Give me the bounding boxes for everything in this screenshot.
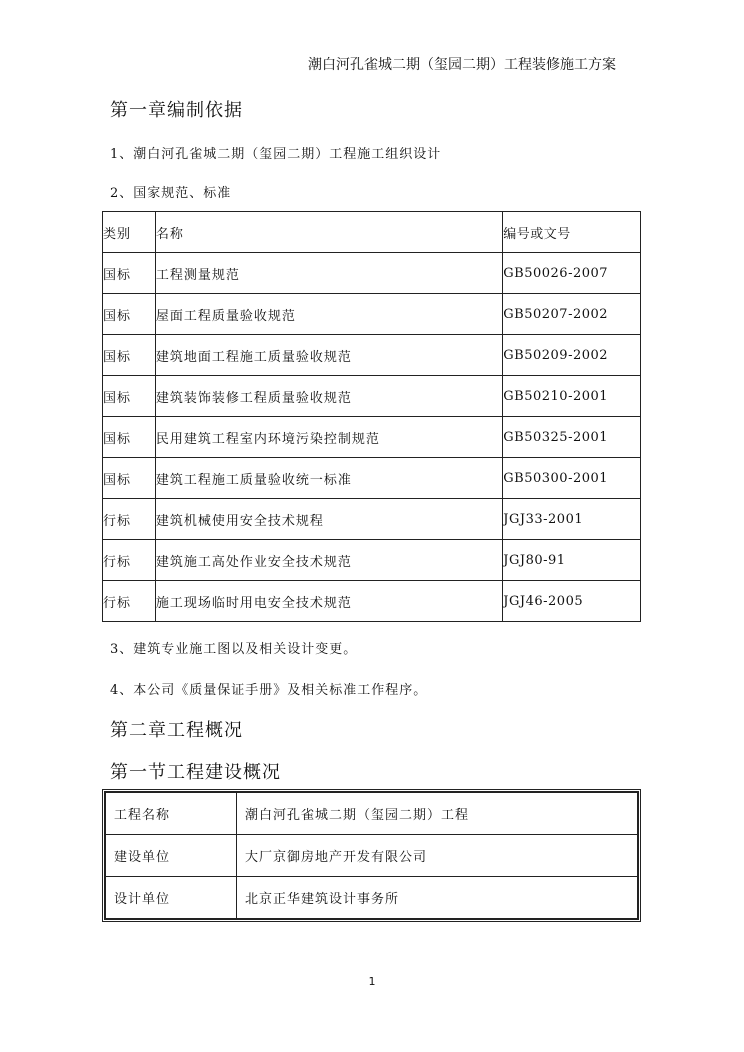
- row-code: JGJ33-2001: [503, 511, 584, 527]
- table-row: [103, 581, 641, 622]
- row-name: 建筑工程施工质量验收统一标准: [155, 472, 352, 488]
- row-category: 国标: [103, 431, 132, 447]
- table-row: [103, 253, 641, 294]
- row-name: 屋面工程质量验收规范: [155, 308, 296, 324]
- chapter-1-title: 第一章编制依据: [110, 100, 243, 121]
- row-category: 国标: [103, 390, 132, 406]
- row-name: 建筑装饰装修工程质量验收规范: [155, 390, 352, 406]
- header-code: 编号或文号: [503, 226, 571, 242]
- table-row: [103, 335, 641, 376]
- row-category: 行标: [103, 513, 132, 529]
- row-code: GB50207-2002: [503, 306, 609, 322]
- chapter-2-title: 第二章工程概况: [110, 720, 243, 741]
- row-name: 建筑地面工程施工质量验收规范: [155, 349, 352, 365]
- page-number: 1: [368, 975, 376, 988]
- row-name: 民用建筑工程室内环境污染控制规范: [155, 431, 380, 447]
- table-row: [103, 294, 641, 335]
- row-code: GB50026-2007: [503, 265, 609, 281]
- section-1-title: 第一节工程建设概况: [110, 762, 281, 783]
- row-code: GB50210-2001: [503, 388, 609, 404]
- project-value: 北京正华建筑设计事务所: [237, 877, 638, 919]
- row-category: 行标: [103, 554, 132, 570]
- basis-item-2: 2、国家规范、标准: [110, 186, 232, 201]
- project-key: 工程名称: [106, 793, 237, 835]
- project-info-table: [102, 789, 641, 922]
- row-category: 国标: [103, 267, 132, 283]
- project-value: 潮白河孔雀城二期（玺园二期）工程: [237, 793, 638, 835]
- table-header-row: [103, 212, 641, 253]
- row-name: 建筑机械使用安全技术规程: [155, 513, 324, 529]
- row-code: JGJ80-91: [503, 552, 566, 568]
- table-row: [106, 835, 638, 877]
- row-code: JGJ46-2005: [503, 593, 584, 609]
- row-category: 行标: [103, 595, 132, 611]
- row-name: 建筑施工高处作业安全技术规范: [155, 554, 352, 570]
- row-name: 工程测量规范: [155, 267, 240, 283]
- row-category: 国标: [103, 308, 132, 324]
- row-category: 国标: [103, 472, 132, 488]
- basis-item-3: 3、建筑专业施工图以及相关设计变更。: [110, 642, 358, 657]
- project-value: 大厂京御房地产开发有限公司: [237, 835, 638, 877]
- table-row: [106, 877, 638, 919]
- table-row: [103, 376, 641, 417]
- table-row: [106, 793, 638, 835]
- running-header: 潮白河孔雀城二期（玺园二期）工程装修施工方案: [308, 57, 616, 73]
- row-category: 国标: [103, 349, 132, 365]
- basis-item-4: 4、本公司《质量保证手册》及相关标准工作程序。: [110, 683, 428, 698]
- row-name: 施工现场临时用电安全技术规范: [155, 595, 352, 611]
- standards-table: [102, 211, 641, 622]
- row-code: GB50300-2001: [503, 470, 609, 486]
- project-key: 建设单位: [106, 835, 237, 877]
- project-key: 设计单位: [106, 877, 237, 919]
- header-name: 名称: [155, 226, 184, 242]
- basis-item-1: 1、潮白河孔雀城二期（玺园二期）工程施工组织设计: [110, 147, 442, 162]
- table-row: [103, 417, 641, 458]
- table-row: [103, 540, 641, 581]
- row-code: GB50325-2001: [503, 429, 609, 445]
- table-row: [103, 458, 641, 499]
- table-row: [103, 499, 641, 540]
- row-code: GB50209-2002: [503, 347, 609, 363]
- header-category: 类别: [103, 226, 132, 242]
